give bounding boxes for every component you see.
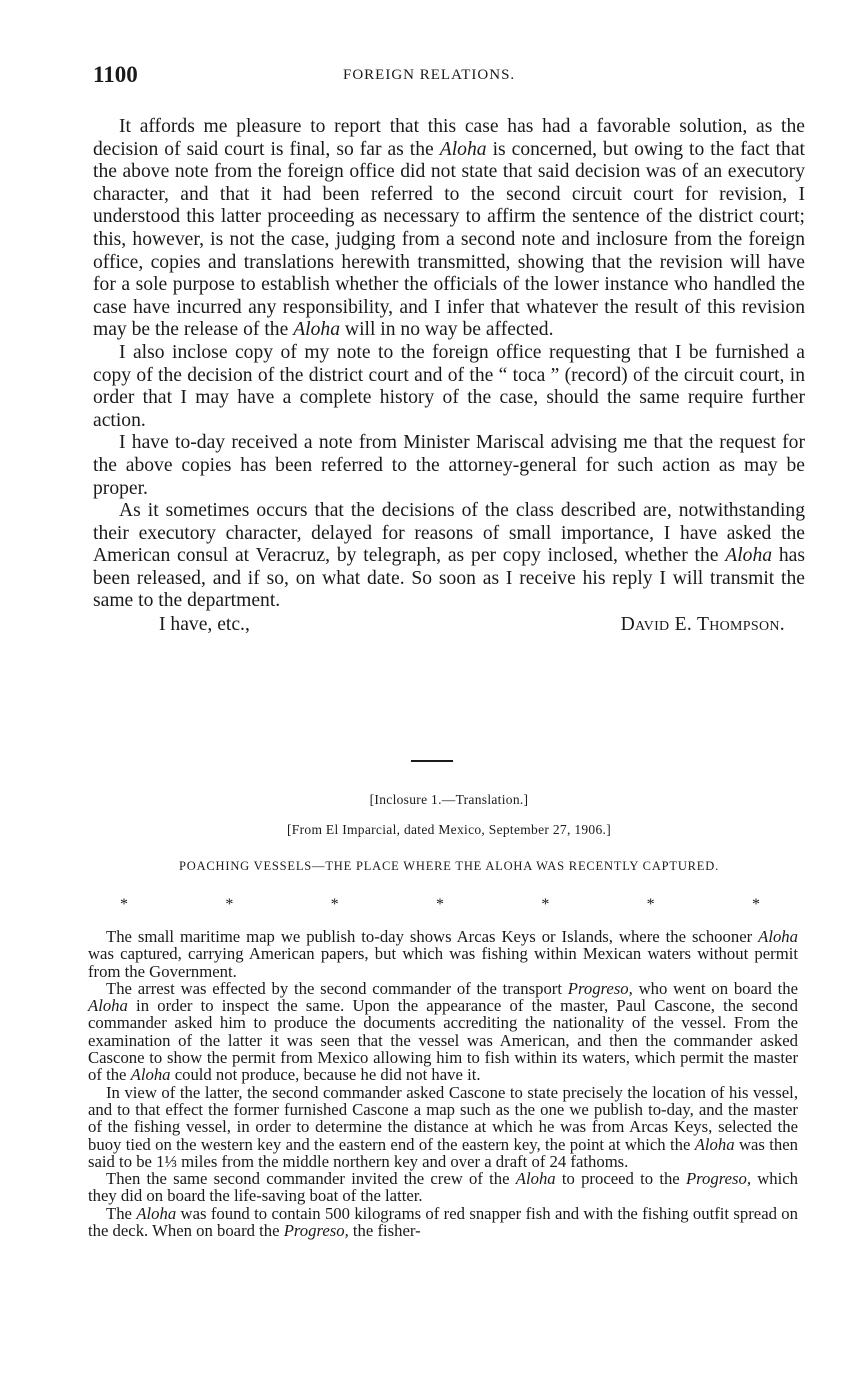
closing: I have, etc., — [159, 614, 250, 636]
italic-text: Aloha — [694, 1134, 735, 1154]
running-head: FOREIGN RELATIONS. — [343, 67, 516, 83]
ellipsis-star: * — [751, 896, 760, 913]
source-line: [From El Imparcial, dated Mexico, September 27, 1906.] — [287, 822, 611, 837]
ellipsis-star: * — [435, 896, 444, 913]
page-header — [93, 62, 805, 92]
italic-text: Aloha — [88, 996, 128, 1016]
signoff — [93, 614, 805, 640]
signature: David E. Thompson. — [620, 614, 785, 636]
page-number: 1100 — [93, 62, 138, 87]
translation-paragraph: The Aloha was found to contain 500 kilograms of red snapper fish and with the fishing outfit spread on the deck. When on board the Progreso, the fisher- — [88, 1203, 798, 1241]
italic-text: Progreso, — [283, 1221, 349, 1241]
translation-paragraph: The small maritime map we publish to-day shows Arcas Keys or Islands, where the schooner Aloha was captured, carrying American papers, but which was fishing within Mexican waters without permit from the Government. — [88, 927, 798, 981]
italic-text: Progreso, — [685, 1169, 751, 1189]
inclosure-label: [Inclosure 1.—Translation.] — [369, 792, 529, 807]
ellipsis-star: * — [330, 896, 339, 913]
letter-paragraph: I have to-day received a note from Minister Mariscal advising me that the request for the above copies has been referred to the attorney-general for such action as may be proper. — [93, 432, 805, 499]
ellipsis-star: * — [541, 896, 550, 913]
italic-text: Aloha — [515, 1169, 556, 1189]
ellipsis-star: * — [646, 896, 655, 913]
ellipsis-row — [120, 896, 760, 914]
letter-paragraph: As it sometimes occurs that the decisions of the class described are, notwithstanding their executory character, delayed for reasons of small importance, I have asked the American consul at Veracruz, by telegraph, as per copy inclosed, whether the Aloha has been released, and if so, on what date. So soon as I receive his reply I will transmit the same to the department. — [93, 500, 805, 612]
section-divider — [411, 760, 453, 762]
translation-paragraph: Then the same second commander invited the crew of the Aloha to proceed to the Progreso, which they did on board the life-saving boat of the latter. — [88, 1169, 799, 1206]
italic-text: Aloha — [758, 927, 798, 946]
italic-text: Aloha — [439, 138, 487, 160]
letter-paragraph: It affords me pleasure to report that this case has had a favorable solution, as the decision of said court is final, so far as the Aloha is concerned, but owing to the fact that the above note from the foreign office did not state that said decision was of an executory character, and that it had been referred to the second circuit court for revision, I understood this latter proceeding as necessary to affirm the sentence of the district court; this, however, is not the case, judging from a second note and inclosure from the foreign office, copies and translations herewith transmitted, showing that the revision will have for a sole purpose to establish whether the officials of the lower instance who handled the case have incurred any responsibility, and I infer that whatever the result of this revision may be the release of the Aloha will in no way be affected. — [93, 116, 805, 341]
ellipsis-star: * — [120, 896, 128, 913]
italic-text: Aloha — [130, 1065, 171, 1085]
italic-text: Progreso, — [567, 978, 633, 998]
letter-paragraph: I also inclose copy of my note to the foreign office requesting that I be furnished a copy of the decision of the district court and of the “ toca ” (record) of the circuit court, in order that I may have a complete history of the case, should the same require further action. — [93, 341, 805, 431]
article-heading: POACHING VESSELS—THE PLACE WHERE THE ALOHA WAS RECENTLY CAPTURED. — [178, 859, 719, 873]
translation-body — [88, 928, 798, 1239]
italic-text: Aloha — [293, 319, 341, 341]
letter-body — [93, 116, 805, 640]
italic-text: Aloha — [136, 1203, 177, 1223]
translation-paragraph: The arrest was effected by the second commander of the transport Progreso, who went on board the Aloha in order to inspect the same. Upon the appearance of the master, Paul Cascone, the second commander asked him to produce the documents accrediting the nationality of the vessel. From the examination of the latter it was seen that the vessel was American, and then the commander asked Cascone to show the permit from Mexico allowing him to fish within its waters, which permit the master of the Aloha could not produce, because he did not have it. — [88, 978, 798, 1085]
translation-paragraph: In view of the latter, the second commander asked Cascone to state precisely the location of his vessel, and to that effect the former furnished Cascone a map such as the one we publish to-day, and the master of the fishing vessel, in order to determine the distance at which he was from Arcas Keys, selected the buoy tied on the western key and the eastern end of the eastern key, the point at which the Aloha was then said to be 1⅓ miles from the middle northern key and over a draft of 24 fathoms. — [88, 1082, 798, 1171]
ellipsis-star: * — [225, 896, 234, 913]
italic-text: Aloha — [725, 545, 773, 567]
